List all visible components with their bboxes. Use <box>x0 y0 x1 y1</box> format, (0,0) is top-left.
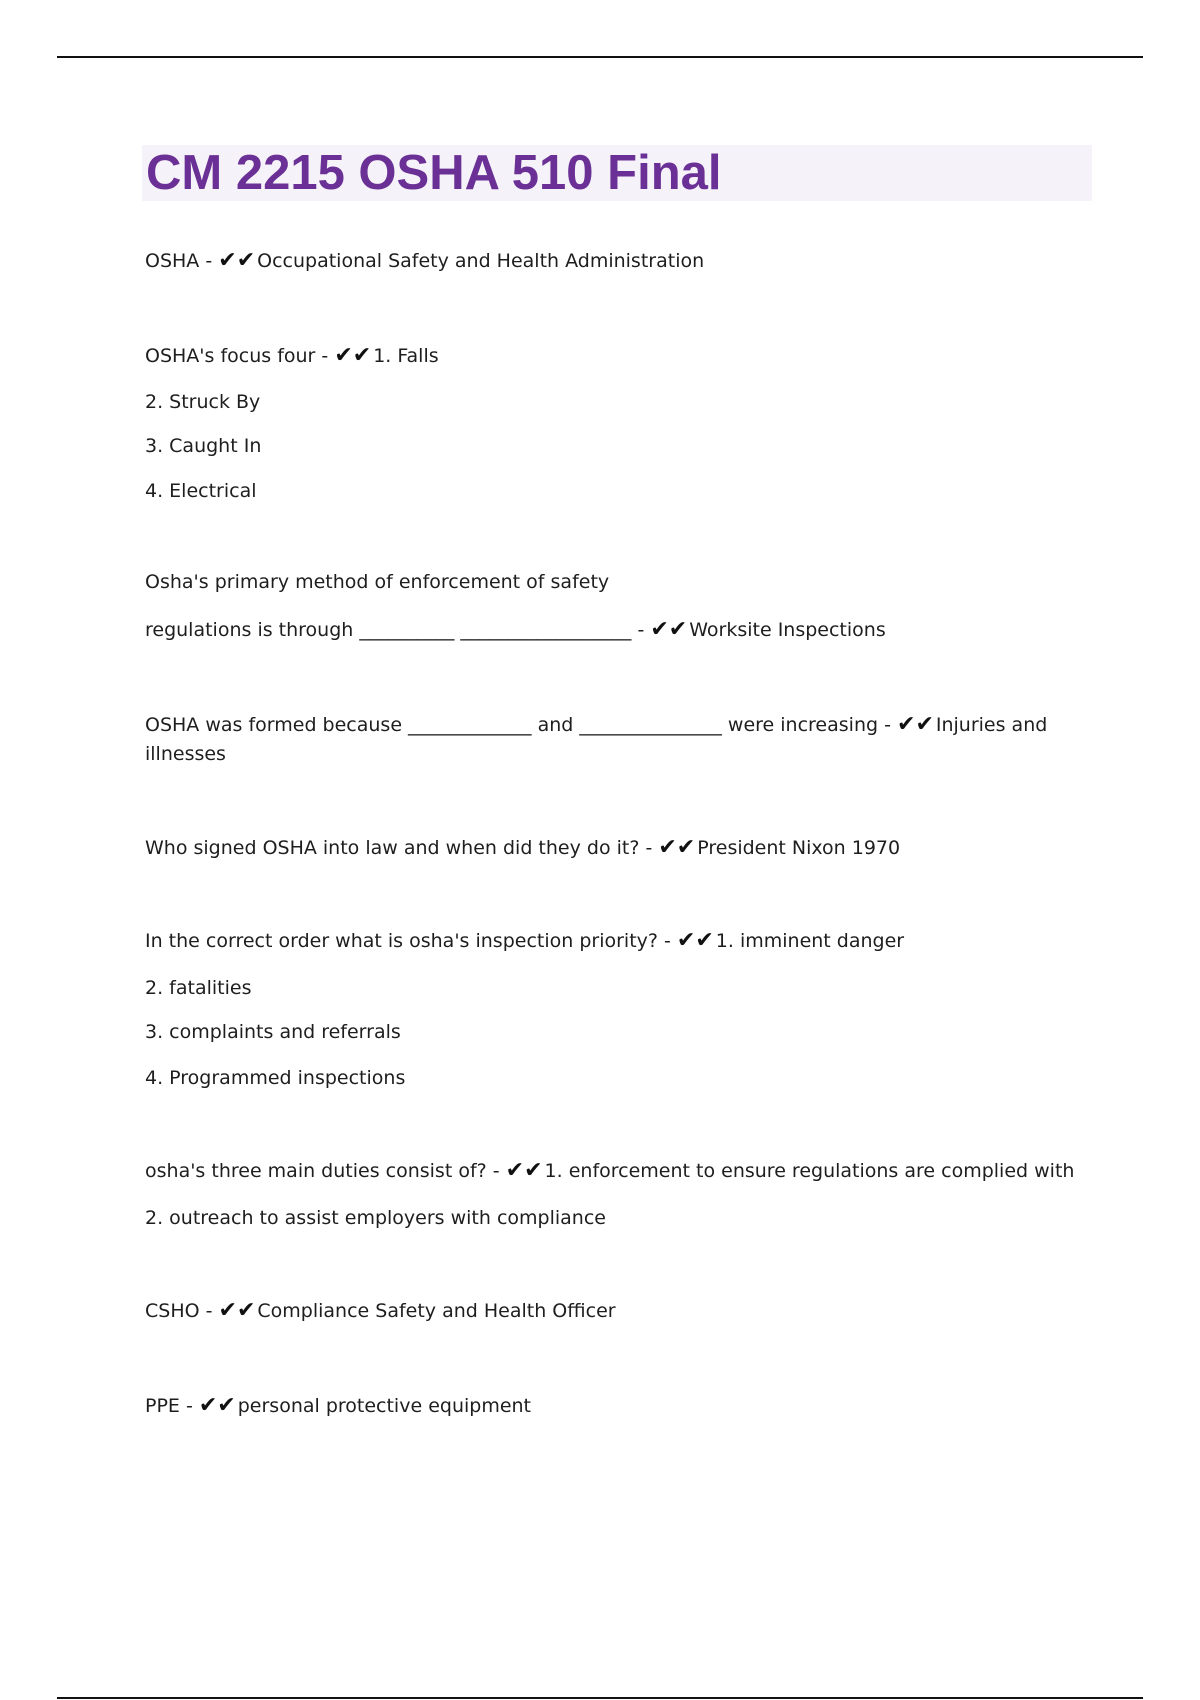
check-icon: ✔ <box>915 712 934 737</box>
question-text: CSHO <box>145 1300 200 1322</box>
check-icon: ✔ <box>217 1393 236 1418</box>
flashcard-inspection-priority: In the correct order what is osha's inspection priority? - ✔✔ 1. imminent danger <box>145 928 905 953</box>
question-text: regulations is through __________ __________________ <box>145 619 632 641</box>
flashcard-osha: OSHA - ✔✔ Occupational Safety and Health Administration <box>145 248 705 273</box>
answer-text: President Nixon 1970 <box>697 837 901 859</box>
check-icon: ✔ <box>695 928 714 953</box>
check-icon: ✔ <box>198 1393 218 1418</box>
check-icon: ✔ <box>668 617 688 642</box>
answer-list-item: 3. complaints and referrals <box>145 1021 401 1043</box>
check-icon: ✔ <box>897 712 916 737</box>
flashcard-formed-because: OSHA was formed because _____________ and _______________ were increasing - ✔✔ Injuries and <box>145 712 1048 737</box>
check-icon: ✔ <box>650 617 669 642</box>
answer-list-item: 4. Programmed inspections <box>145 1067 406 1089</box>
check-icon: ✔ <box>505 1158 525 1183</box>
flashcard-enforcement: regulations is through __________ __________________ - ✔✔ Worksite Inspections <box>145 617 886 642</box>
answer-list-item: 2. outreach to assist employers with compliance <box>145 1207 606 1229</box>
answer-list-item: 3. Caught In <box>145 435 262 457</box>
answer-text: 1. Falls <box>373 345 439 367</box>
document-title: CM 2215 OSHA 510 Final <box>146 146 722 200</box>
answer-text: 1. imminent danger <box>715 930 905 952</box>
answer-text: Worksite Inspections <box>689 619 886 641</box>
answer-list-item: 2. Struck By <box>145 391 261 413</box>
check-icon: ✔ <box>524 1158 543 1183</box>
answer-text: Compliance Safety and Health Officer <box>257 1300 616 1322</box>
flashcard-signed-law: Who signed OSHA into law and when did they do it? - ✔✔ President Nixon 1970 <box>145 835 901 860</box>
bottom-rule <box>57 1697 1143 1699</box>
check-icon: ✔ <box>236 1298 256 1323</box>
question-text: Who signed OSHA into law and when did they do it? <box>145 837 640 859</box>
flashcard-csho: CSHO - ✔✔ Compliance Safety and Health Officer <box>145 1298 616 1323</box>
check-icon: ✔ <box>236 248 256 273</box>
question-text: PPE <box>145 1395 180 1417</box>
check-icon: ✔ <box>218 248 237 273</box>
check-icon: ✔ <box>676 928 696 953</box>
answer-text: 1. enforcement to ensure regulations are complied with <box>544 1160 1075 1182</box>
question-text: OSHA <box>145 250 200 272</box>
question-text: OSHA was formed because _____________ and _______________ were increasing <box>145 714 879 736</box>
question-text: In the correct order what is osha's inspection priority? <box>145 930 658 952</box>
question-text: OSHA's focus four <box>145 345 316 367</box>
answer-text: Occupational Safety and Health Administration <box>257 250 705 272</box>
check-icon: ✔ <box>658 835 677 860</box>
top-rule <box>57 56 1143 58</box>
flashcard-focus-four: OSHA's focus four - ✔✔ 1. Falls <box>145 343 439 368</box>
answer-text: personal protective equipment <box>237 1395 532 1417</box>
question-text: Osha's primary method of enforcement of safety <box>145 571 610 593</box>
check-icon: ✔ <box>676 835 696 860</box>
question-text: osha's three main duties consist of? <box>145 1160 487 1182</box>
answer-text: Injuries and <box>935 714 1048 736</box>
check-icon: ✔ <box>352 343 372 368</box>
answer-list-item: 4. Electrical <box>145 480 257 502</box>
answer-text-continued: illnesses <box>145 743 226 765</box>
check-icon: ✔ <box>218 1298 237 1323</box>
flashcard-ppe: PPE - ✔✔ personal protective equipment <box>145 1393 532 1418</box>
flashcard-main-duties: osha's three main duties consist of? - ✔✔ 1. enforcement to ensure regulations are complied with <box>145 1158 1075 1183</box>
check-icon: ✔ <box>334 343 353 368</box>
answer-list-item: 2. fatalities <box>145 977 252 999</box>
